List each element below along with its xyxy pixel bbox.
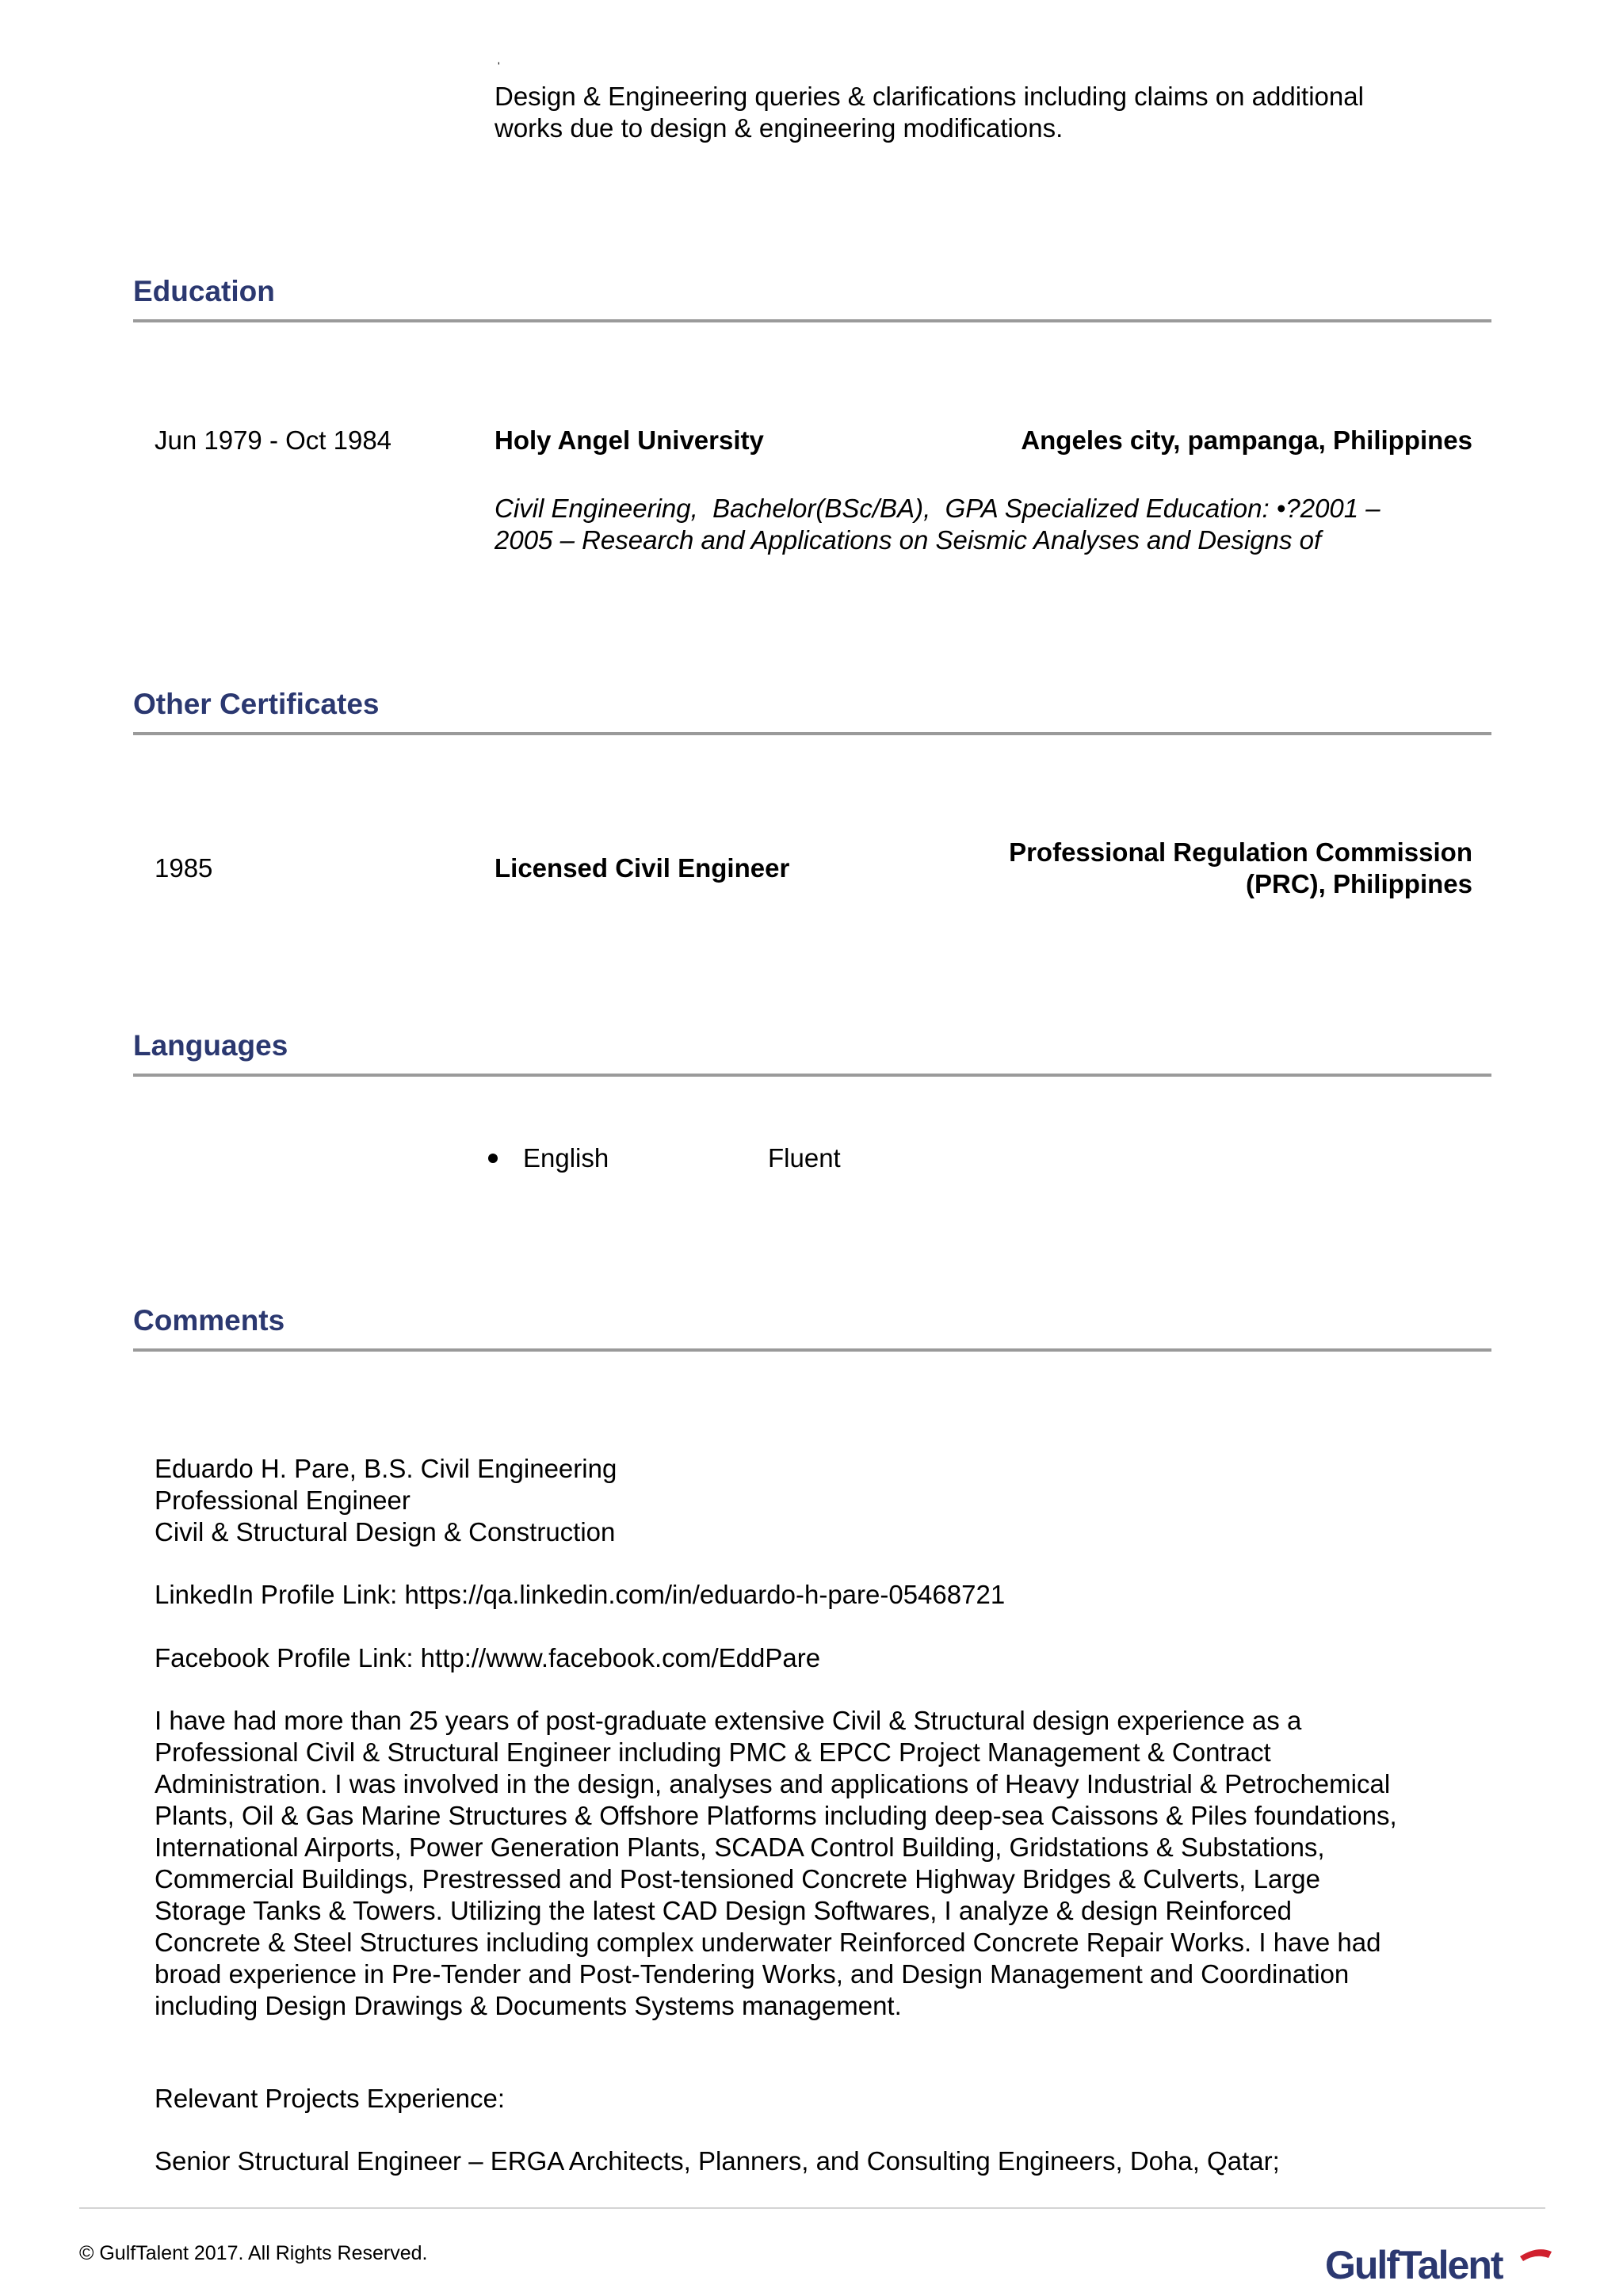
- gulftalent-logo-icon: [1325, 2242, 1555, 2296]
- projects-label: Relevant Projects Experience:: [155, 2084, 506, 2113]
- projects-first-entry: Senior Structural Engineer – ERGA Architects, Planners, and Consulting Engineers, Doha, Qatar;: [155, 2146, 1280, 2176]
- certificate-title: Licensed Civil Engineer: [495, 853, 790, 883]
- comments-divider: [133, 1348, 1491, 1352]
- education-dates: Jun 1979 - Oct 1984: [155, 425, 392, 455]
- education-institution: Holy Angel University: [495, 425, 764, 455]
- svg-text:GulfTalent: GulfTalent: [1325, 2243, 1503, 2287]
- language-level: Fluent: [768, 1143, 841, 1173]
- linkedin-link-text: LinkedIn Profile Link: https://qa.linkedin.com/in/eduardo-h-pare-05468721: [155, 1580, 1006, 1609]
- education-divider: [133, 319, 1491, 322]
- education-location: Angeles city, pampanga, Philippines: [1021, 425, 1472, 455]
- certificate-issuer: Professional Regulation Commission (PRC), Philippines: [1009, 837, 1472, 898]
- languages-divider: [133, 1074, 1491, 1077]
- gulftalent-logo: [1325, 2242, 1555, 2287]
- footer-divider: [79, 2207, 1545, 2209]
- certificates-divider: [133, 732, 1491, 735]
- facebook-link-text: Facebook Profile Link: http://www.facebook.com/EddPare: [155, 1643, 821, 1672]
- continuation-text: Design & Engineering queries & clarifications including claims on additional works due to design & engineering modifications.: [495, 82, 1364, 143]
- certificate-year: 1985: [155, 853, 213, 883]
- footer-copyright: © GulfTalent 2017. All Rights Reserved.: [79, 2242, 428, 2264]
- comments-summary: I have had more than 25 years of post-graduate extensive Civil & Structural design experience as a Professional Civil & Structural Engineer including PMC & EPCC Project Management & Contract Administration. I was involved in the design, analyses and applications of Heavy Industrial & Petrochemical Plants, Oil & Gas Marine Structures & Offshore Platforms including deep-sea Caissons & Piles foundations, International Airports, Power Generation Plants, SCADA Control Building, Gridstations & Substations, Commercial Buildings, Prestressed and Post-tensioned Concrete Highway Bridges & Culverts, Large Storage Tanks & Towers. Utilizing the latest CAD Design Softwares, I analyze & design Reinforced Concrete & Steel Structures including complex underwater Reinforced Concrete Repair Works. I have had broad experience in Pre-Tender and Post-Tendering Works, and Design Management and Coordination including Design Drawings & Documents Systems management.: [155, 1706, 1397, 2020]
- education-heading: Education: [133, 275, 275, 307]
- continuation-mark: ': [498, 59, 500, 72]
- certificates-heading: Other Certificates: [133, 688, 380, 720]
- education-details: Civil Engineering, Bachelor(BSc/BA), GPA Specialized Education: •?2001 – 2005 – Research and Applications on Seismic Analyses and Designs of: [495, 494, 1381, 555]
- bullet-icon: [488, 1154, 498, 1163]
- language-name: English: [523, 1143, 609, 1173]
- comments-heading: Comments: [133, 1304, 285, 1337]
- languages-heading: Languages: [133, 1029, 288, 1062]
- comments-header-lines: Eduardo H. Pare, B.S. Civil Engineering Professional Engineer Civil & Structural Design & Construction: [155, 1454, 617, 1547]
